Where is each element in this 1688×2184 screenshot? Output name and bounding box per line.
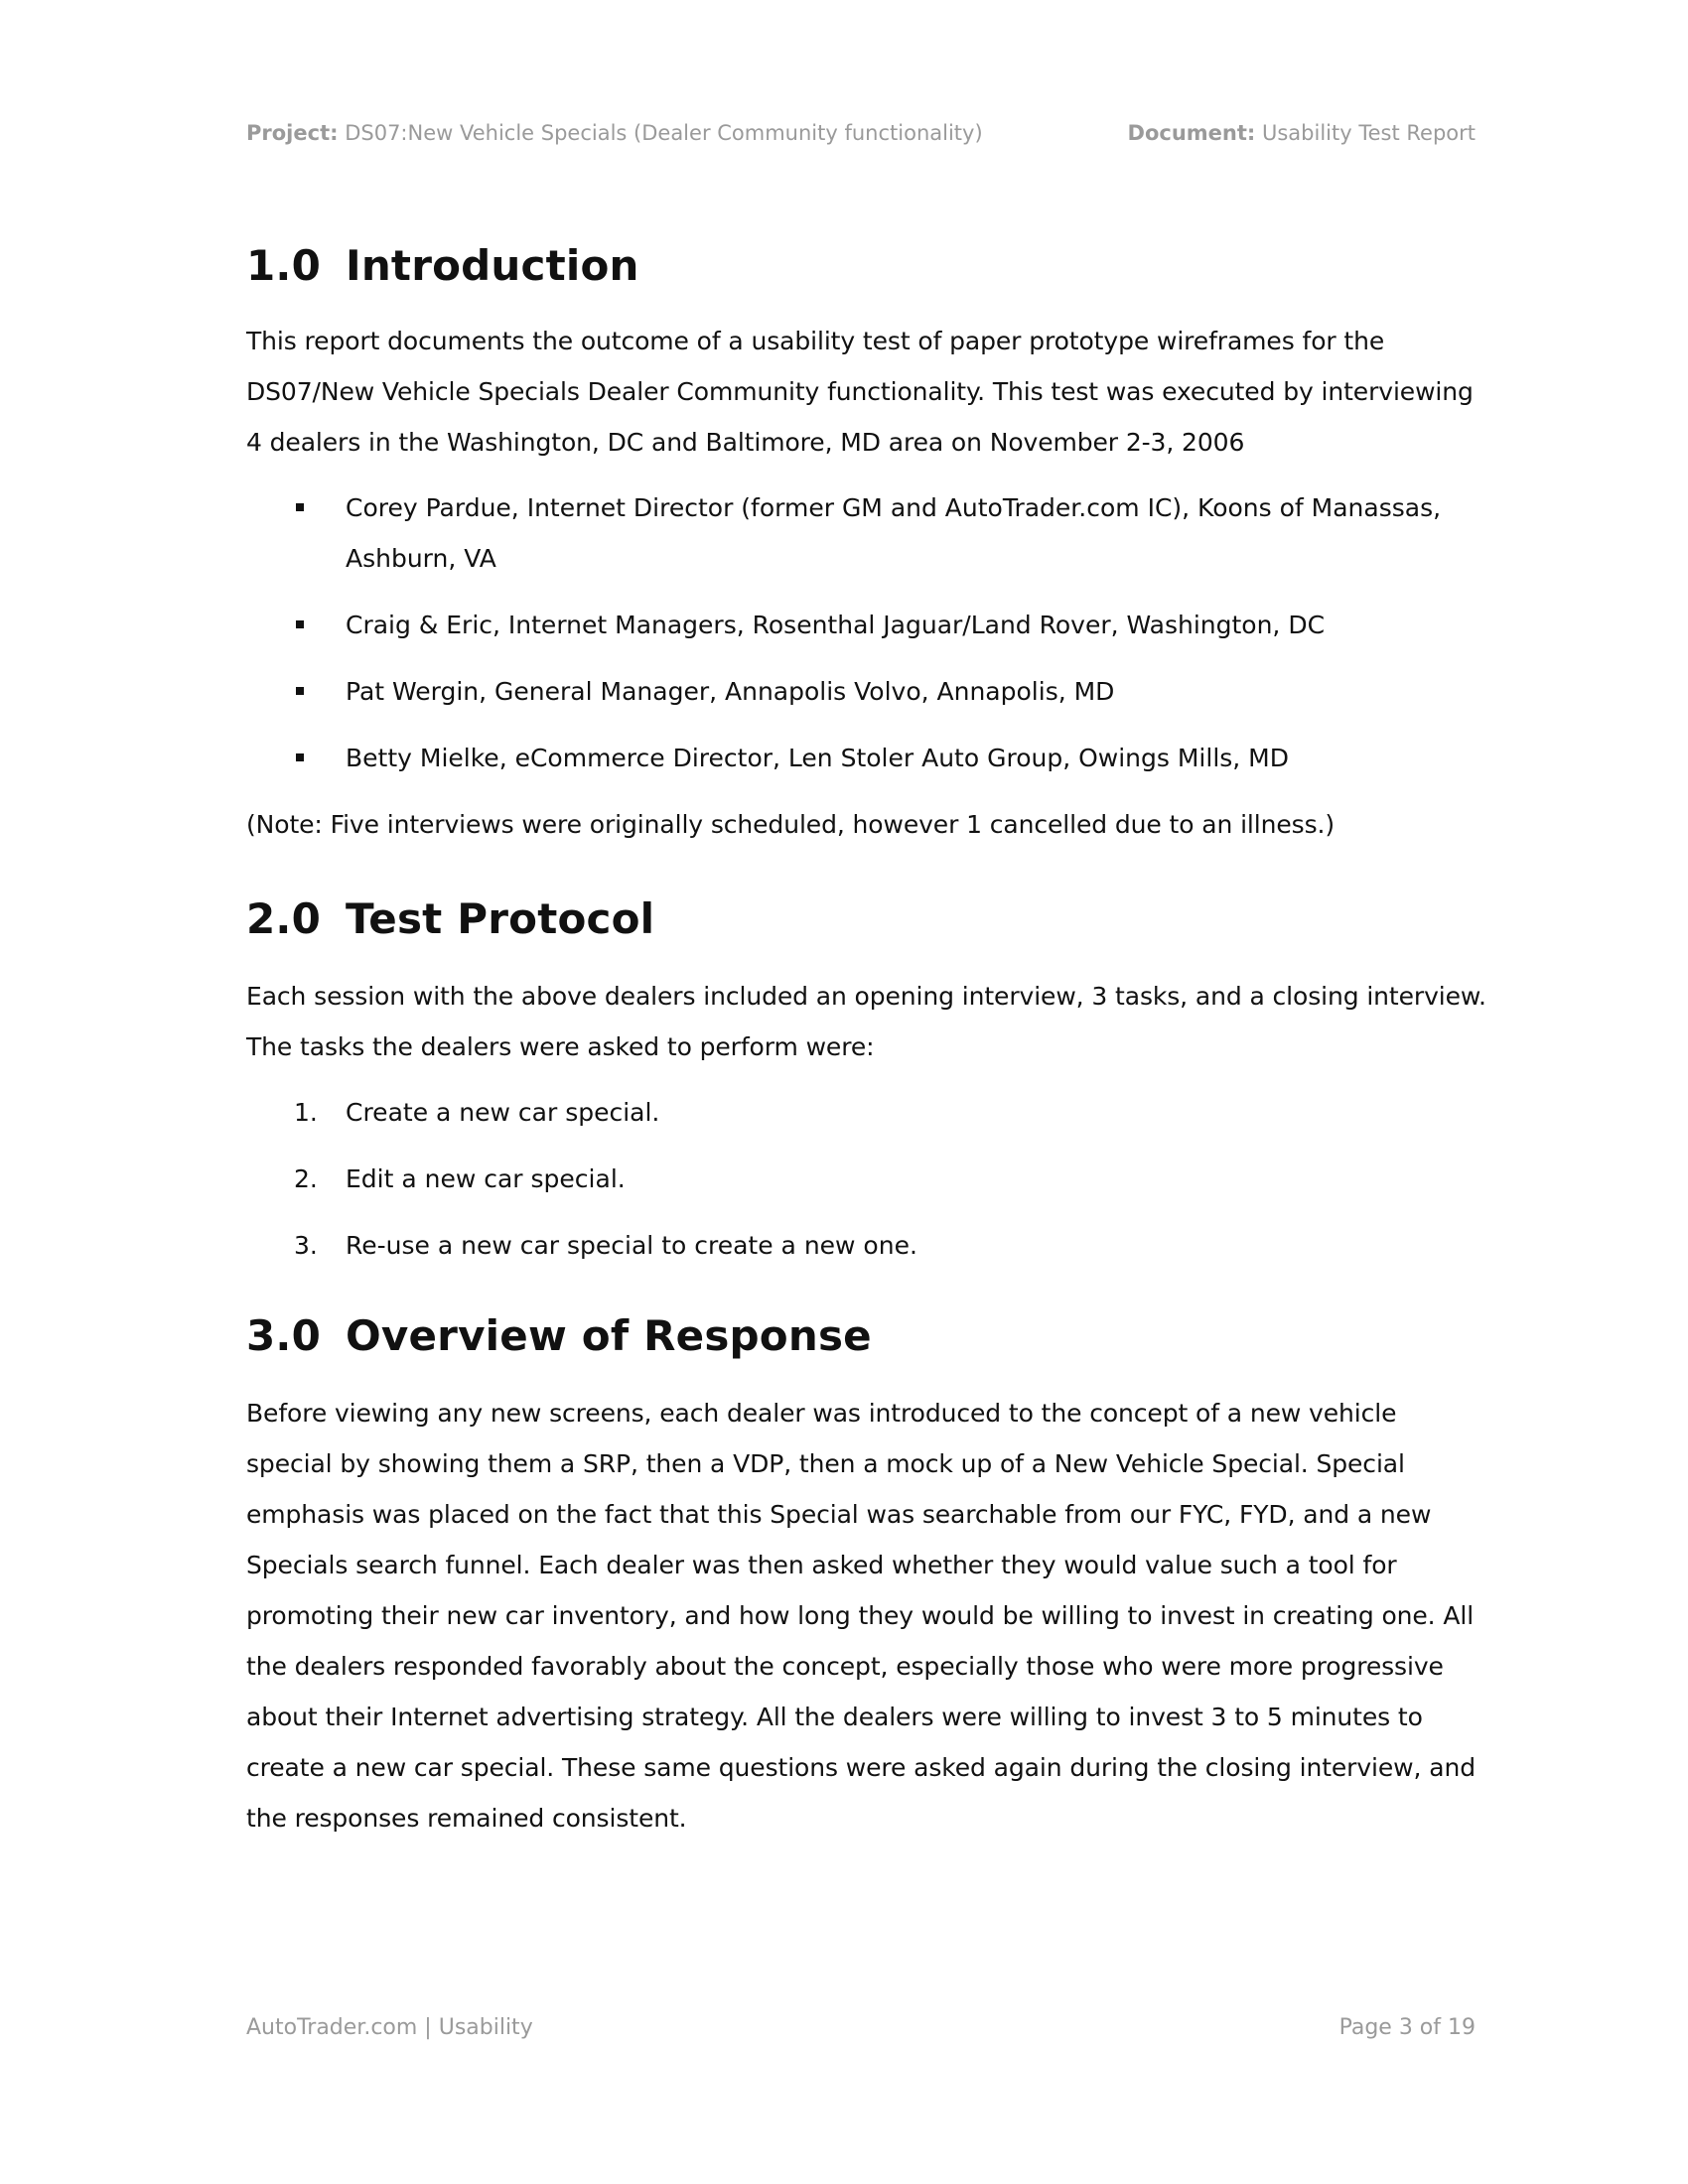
- header-project: [246, 121, 983, 145]
- document-value: Usability Test Report: [1262, 121, 1476, 145]
- document-label: Document:: [1127, 121, 1256, 145]
- list-item: [246, 733, 1487, 783]
- section-number: 2.0: [246, 894, 322, 943]
- footer-source: AutoTrader.com | Usability: [246, 2015, 533, 2040]
- list-item-text: Re-use a new car special to create a new one.: [346, 1231, 917, 1260]
- dealer-list: [246, 482, 1487, 783]
- section-test-protocol: [246, 889, 1487, 1271]
- protocol-paragraph: Each session with the above dealers included an opening interview, 3 tasks, and a closing interview. The tasks the dealers were asked to perform were:: [246, 982, 1486, 1061]
- section-title: Overview of Response: [346, 1311, 872, 1360]
- overview-paragraph: Before viewing any new screens, each dealer was introduced to the concept of a new vehicle special by showing them a SRP, then a VDP, then a mock up of a New Vehicle Special. Special emphasis was placed on the fact that this Special was searchable from our FYC, FYD, and a new Specials search funnel. Each dealer was then asked whether they would value such a tool for promoting their new car inventory, and how long they would be willing to invest in creating one. All the dealers responded favorably about the concept, especially those who were more progressive about their Internet advertising strategy. All the dealers were willing to invest 3 to 5 minutes to create a new car special. These same questions were asked again during the closing interview, and the responses remained consistent.: [246, 1399, 1476, 1833]
- bullet-icon: [296, 753, 304, 761]
- section-number: 3.0: [246, 1311, 322, 1360]
- list-item-text: Pat Wergin, General Manager, Annapolis Volvo, Annapolis, MD: [346, 677, 1115, 706]
- list-item: [246, 1154, 1487, 1204]
- list-item-text: Betty Mielke, eCommerce Director, Len Stoler Auto Group, Owings Mills, MD: [346, 744, 1289, 772]
- list-item: [246, 666, 1487, 717]
- task-list: [246, 1087, 1487, 1271]
- list-item: [246, 1087, 1487, 1138]
- list-item-text: Edit a new car special.: [346, 1164, 626, 1193]
- section-heading: [246, 1306, 1487, 1366]
- section-heading: [246, 889, 1487, 949]
- list-item-text: Create a new car special.: [346, 1098, 660, 1127]
- section-heading: [246, 236, 1487, 296]
- bullet-icon: [296, 503, 304, 511]
- project-label: Project:: [246, 121, 339, 145]
- bullet-icon: [296, 687, 304, 695]
- section-title: Test Protocol: [346, 894, 655, 943]
- list-marker: 3.: [294, 1231, 318, 1260]
- bullet-icon: [296, 620, 304, 628]
- section-title: Introduction: [346, 241, 639, 290]
- list-item: [246, 1220, 1487, 1271]
- list-marker: 2.: [294, 1164, 318, 1193]
- list-item: [246, 600, 1487, 650]
- intro-paragraph: This report documents the outcome of a usability test of paper prototype wireframes for the DS07/New Vehicle Specials Dealer Community functionality. This test was executed by interviewing 4 dealers in the Washington, DC and Baltimore, MD area on November 2-3, 2006: [246, 327, 1474, 457]
- list-item-text: Corey Pardue, Internet Director (former GM and AutoTrader.com IC), Koons of Manassas, Ashburn, VA: [346, 493, 1442, 573]
- page-footer: [246, 2015, 1476, 2045]
- document-body: [246, 236, 1487, 1843]
- list-marker: 1.: [294, 1098, 318, 1127]
- section-overview-of-response: [246, 1306, 1487, 1843]
- list-item: [246, 482, 1487, 584]
- page-number: Page 3 of 19: [1338, 2015, 1476, 2040]
- section-number: 1.0: [246, 241, 322, 290]
- section-introduction: [246, 236, 1487, 850]
- header-document: [1128, 121, 1476, 145]
- page-header: [246, 121, 1476, 151]
- note-paragraph: (Note: Five interviews were originally scheduled, however 1 cancelled due to an illness.): [246, 810, 1335, 839]
- project-value: DS07:New Vehicle Specials (Dealer Community functionality): [345, 121, 983, 145]
- list-item-text: Craig & Eric, Internet Managers, Rosenthal Jaguar/Land Rover, Washington, DC: [346, 611, 1326, 639]
